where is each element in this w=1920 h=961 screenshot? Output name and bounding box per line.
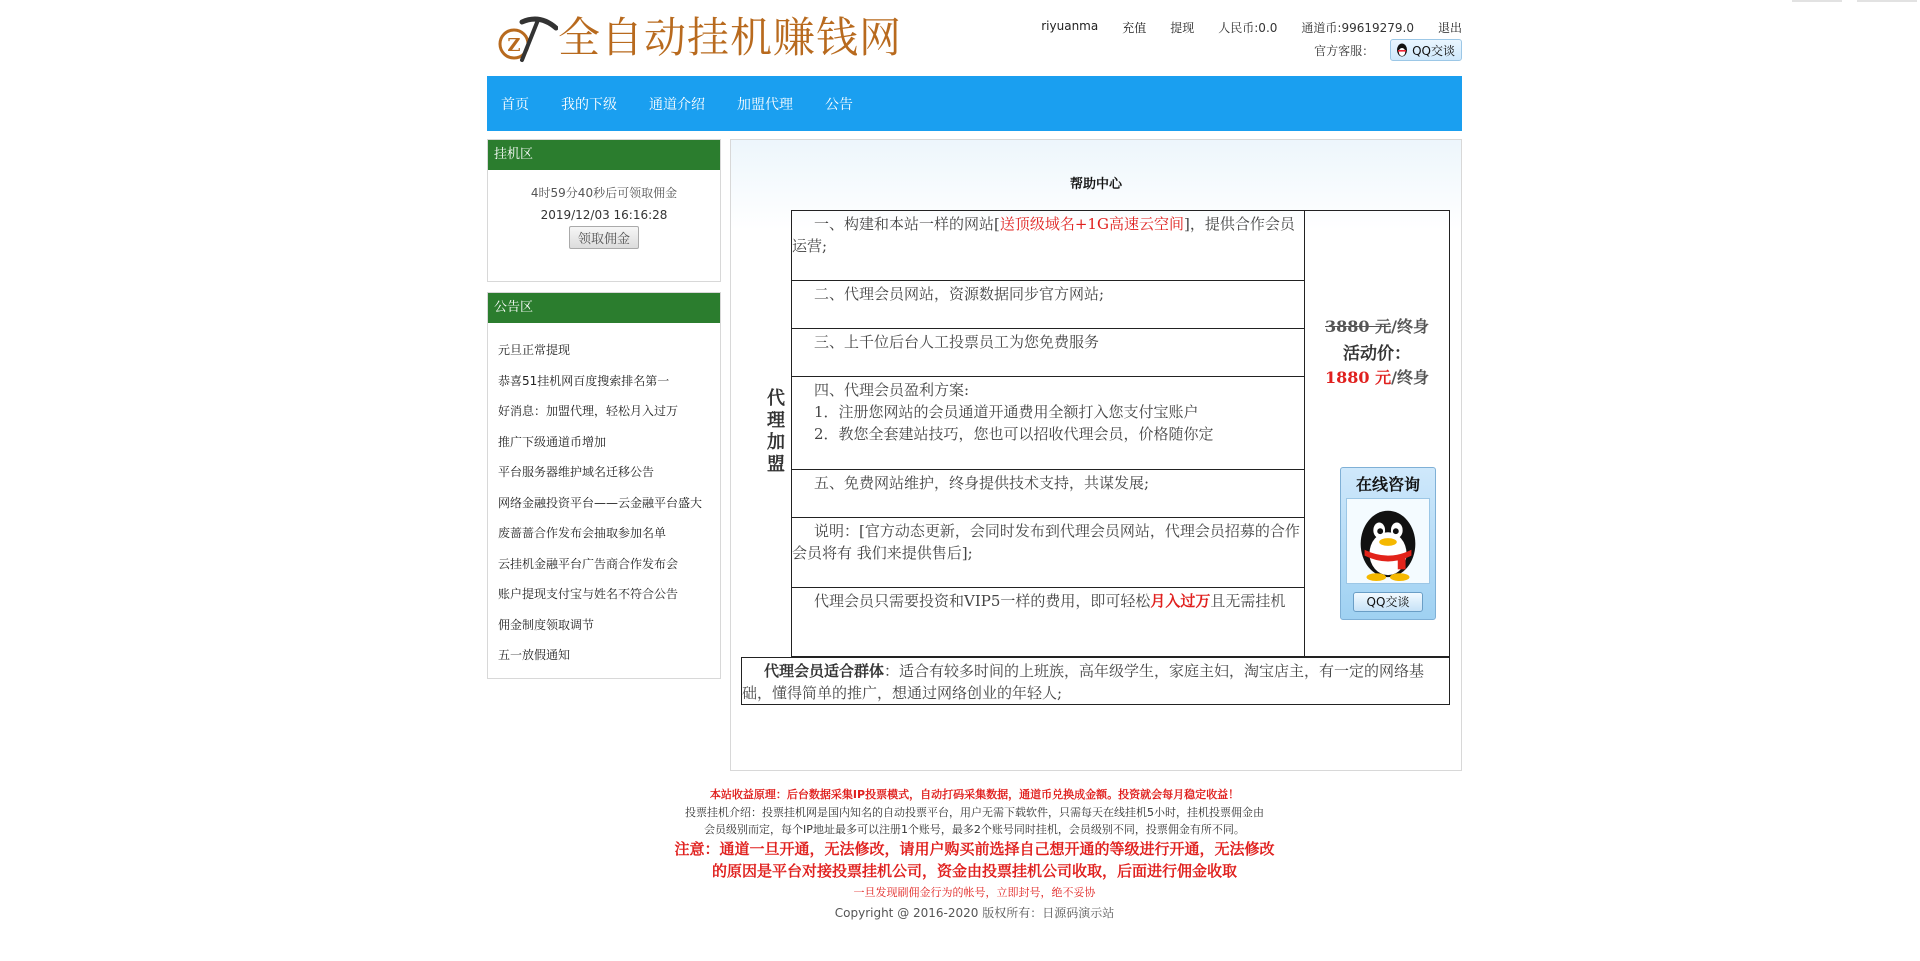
promo-price bbox=[1305, 365, 1449, 388]
benefit-row-5 bbox=[791, 470, 1305, 518]
notice-item[interactable]: 恭喜51挂机网百度搜索排名第一 bbox=[498, 373, 670, 388]
hang-panel-title: 挂机区 bbox=[488, 140, 720, 170]
withdraw-link[interactable]: 提现 bbox=[1170, 21, 1195, 35]
footer-revenue-principle: 本站收益原理：后台数据采集IP投票模式，自动打码采集数据，通道币兑换成金额。投资就会每月稳定收益！ bbox=[709, 788, 1240, 801]
hang-panel bbox=[487, 139, 721, 282]
footer-intro-line-1: 投票挂机介绍：投票挂机网是国内知名的自动投票平台，用户无需下载软件，只需每天在线挂机5小时，挂机投票佣金由 bbox=[685, 806, 1264, 819]
channel-coin-balance: 通道币:99619279.0 bbox=[1301, 21, 1414, 35]
notice-item[interactable]: 废蔷蔷合作发布会抽取参加名单 bbox=[498, 526, 667, 540]
benefit-3-text: 三、上千位后台人工投票员工为您免费服务 bbox=[814, 333, 1100, 351]
top-edge-bar-left bbox=[1792, 0, 1842, 2]
benefit-1-text-end: ]，提供合作会员运营; bbox=[792, 215, 1295, 255]
audience-text: ：适合有较多时间的上班族，高年级学生，家庭主妇，淘宝店主，有一定的网络基础，懂得简单的推广，想通过网络创业的年轻人; bbox=[742, 662, 1425, 702]
logo-text: 全自动挂机赚钱网 bbox=[558, 13, 903, 62]
benefit-row-1 bbox=[791, 210, 1305, 281]
logo[interactable] bbox=[492, 10, 902, 66]
notice-list bbox=[488, 323, 720, 671]
footer-warning-line-2: 的原因是平台对接投票挂机公司，资金由投票挂机公司收取，后面进行佣金收取 bbox=[711, 862, 1237, 880]
original-price bbox=[1305, 314, 1449, 337]
top-edge-bar-right bbox=[1857, 0, 1917, 2]
notice-item[interactable]: 元旦正常提现 bbox=[498, 343, 571, 357]
benefit-row-2 bbox=[791, 281, 1305, 329]
qq-chat-button[interactable] bbox=[1390, 39, 1462, 61]
promo-price-value: 1880 元 bbox=[1325, 368, 1392, 387]
original-price-value: 3880 元 bbox=[1325, 317, 1392, 336]
nav-item-my-downline[interactable]: 我的下级 bbox=[561, 96, 617, 113]
target-audience-row bbox=[741, 657, 1450, 705]
nav-item-announcements[interactable]: 公告 bbox=[825, 96, 853, 113]
nav-item-channel-intro[interactable]: 通道介绍 bbox=[649, 96, 705, 113]
header bbox=[487, 0, 1462, 76]
original-price-suffix: /终身 bbox=[1391, 317, 1429, 336]
notice-item[interactable]: 网络金融投资平台——云金融平台盛大 bbox=[498, 495, 703, 510]
user-bar bbox=[1017, 19, 1462, 36]
service-label: 官方客服： bbox=[1314, 43, 1375, 58]
pickaxe-coin-icon bbox=[492, 10, 558, 66]
footer-copyright: Copyright @ 2016-2020 版权所有：日源码演示站 bbox=[834, 906, 1115, 920]
benefit-7-text-end: 且无需挂机 bbox=[1210, 592, 1286, 610]
official-service bbox=[1314, 39, 1462, 61]
price-column bbox=[1304, 210, 1450, 657]
qq-penguin-icon bbox=[1346, 498, 1430, 584]
footer-ban-notice: 一旦发现刷佣金行为的帐号，立即封号，绝不妥协 bbox=[853, 886, 1096, 899]
notice-panel-title: 公告区 bbox=[488, 293, 720, 323]
benefit-row-4 bbox=[791, 377, 1305, 470]
notice-panel bbox=[487, 292, 721, 679]
benefit-4-item-2: 2．教您全套建站技巧，您也可以招收代理会员，价格随你定 bbox=[814, 425, 1214, 443]
footer-warning-line-1: 注意：通道一旦开通，无法修改，请用户购买前选择自己想开通的等级进行开通，无法修改 bbox=[674, 840, 1275, 858]
benefit-7-text: 代理会员只需要投资和VIP5一样的费用，即可轻松 bbox=[814, 592, 1151, 610]
notice-item[interactable]: 云挂机金融平台广告商合作发布会 bbox=[498, 556, 679, 571]
benefit-4-title: 四、代理会员盈利方案: bbox=[814, 381, 970, 399]
benefit-row-3 bbox=[791, 329, 1305, 377]
hang-panel-body bbox=[488, 170, 720, 249]
notice-item[interactable]: 佣金制度领取调节 bbox=[498, 617, 595, 632]
benefit-row-6 bbox=[791, 518, 1305, 588]
benefit-6-text: 说明：[官方动态更新，会同时发布到代理会员网站，代理会员招募的合作会员将有 我们来提供售后]; bbox=[792, 522, 1300, 562]
benefit-2-text: 二、代理会员网站，资源数据同步官方网站; bbox=[814, 285, 1105, 303]
main-nav bbox=[487, 76, 1462, 131]
nav-item-home[interactable]: 首页 bbox=[501, 96, 529, 113]
benefit-4-item-1: 1．注册您网站的会员通道开通费用全额打入您支付宝账户 bbox=[814, 403, 1199, 421]
online-consult-card[interactable] bbox=[1340, 467, 1436, 620]
nav-item-join-agent[interactable]: 加盟代理 bbox=[737, 96, 793, 113]
benefit-1-text: 一、构建和本站一样的网站[ bbox=[814, 215, 1000, 233]
footer-intro-line-2: 会员级别而定，每个IP地址最多可以注册1个账号，最多2个账号同时挂机，会员级别不同，投票佣金有所不同。 bbox=[704, 823, 1245, 836]
svg-text:Z: Z bbox=[507, 35, 521, 56]
logout-link[interactable]: 退出 bbox=[1437, 21, 1462, 35]
online-consult-title: 在线咨询 bbox=[1355, 475, 1420, 494]
recharge-link[interactable]: 充值 bbox=[1122, 21, 1147, 35]
help-center-panel bbox=[730, 139, 1462, 771]
benefit-1-highlight: 送顶级域名+1G高速云空间 bbox=[999, 215, 1184, 233]
benefit-7-highlight: 月入过万 bbox=[1150, 592, 1211, 610]
qq-penguin-icon bbox=[1395, 42, 1409, 58]
qq-chat-label: QQ交谈 bbox=[1412, 43, 1455, 58]
notice-item[interactable]: 账户提现支付宝与姓名不符合公告 bbox=[498, 587, 679, 601]
page-wrapper bbox=[487, 0, 1462, 920]
promo-price-suffix: /终身 bbox=[1391, 368, 1429, 387]
rmb-balance: 人民币:0.0 bbox=[1218, 21, 1278, 35]
footer bbox=[487, 786, 1462, 922]
help-center-title: 帮助中心 bbox=[1069, 177, 1122, 192]
qq-card-chat-button[interactable]: QQ交谈 bbox=[1353, 592, 1423, 612]
audience-label: 代理会员适合群体 bbox=[764, 662, 885, 680]
server-time: 2019/12/03 16:16:28 bbox=[540, 208, 668, 222]
claim-commission-button[interactable]: 领取佣金 bbox=[569, 226, 639, 249]
username-link[interactable]: riyuanma bbox=[1041, 19, 1099, 33]
notice-item[interactable]: 推广下级通道币增加 bbox=[498, 434, 607, 449]
commission-countdown: 4时59分40秒后可领取佣金 bbox=[530, 186, 678, 200]
promo-label: 活动价： bbox=[1343, 344, 1411, 364]
notice-item[interactable]: 五一放假通知 bbox=[498, 648, 571, 662]
benefit-row-7 bbox=[791, 588, 1305, 657]
benefit-5-text: 五、免费网站维护，终身提供技术支持，共谋发展; bbox=[814, 474, 1150, 492]
notice-item[interactable]: 平台服务器维护域名迁移公告 bbox=[498, 465, 655, 479]
notice-item[interactable]: 好消息：加盟代理，轻松月入过万 bbox=[498, 404, 679, 418]
agent-join-label: 代理加盟 bbox=[767, 388, 785, 475]
